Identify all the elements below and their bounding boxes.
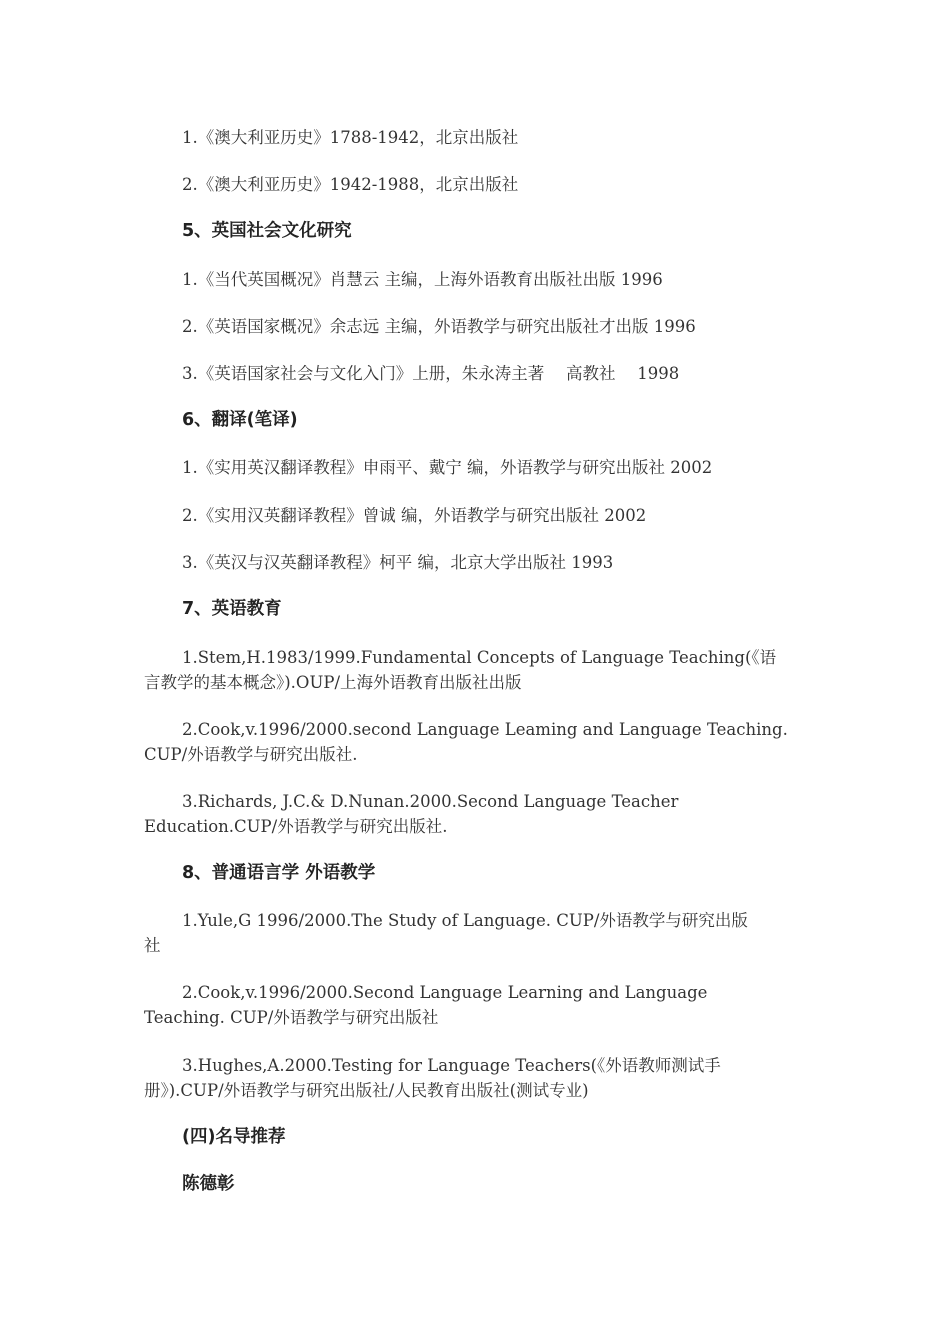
reference-linguistics-3-line-1: 3.Hughes,A.2000.Testing for Language Teachers(《外语教师测试手 xyxy=(182,1056,721,1075)
reference-linguistics-1-line-2: 社 xyxy=(144,936,161,955)
section-heading-english-education: 7、英语教育 xyxy=(182,599,282,619)
reference-british-1: 1.《当代英国概况》肖慧云 主编，上海外语教育出版社出版 1996 xyxy=(182,270,663,289)
reference-linguistics-3-line-2: 册》).CUP/外语教学与研究出版社/人民教育出版社(测试专业) xyxy=(144,1081,589,1100)
reference-translation-3: 3.《英汉与汉英翻译教程》柯平 编，北京大学出版社 1993 xyxy=(182,553,614,572)
section-heading-linguistics: 8、普通语言学 外语教学 xyxy=(182,863,376,883)
reference-education-2-line-1: 2.Cook,v.1996/2000.second Language Leaming and Language Teaching. xyxy=(182,720,788,739)
reference-translation-1: 1.《实用英汉翻译教程》申雨平、戴宁 编，外语教学与研究出版社 2002 xyxy=(182,458,713,477)
reference-education-2-line-2: CUP/外语教学与研究出版社. xyxy=(144,745,358,764)
reference-british-2: 2.《英语国家概况》余志远 主编，外语教学与研究出版社才出版 1996 xyxy=(182,317,696,336)
reference-education-3-line-1: 3.Richards, J.C.& D.Nunan.2000.Second Language Teacher xyxy=(182,792,679,811)
section-heading-translation: 6、翻译(笔译) xyxy=(182,410,298,430)
reference-linguistics-2-line-1: 2.Cook,v.1996/2000.Second Language Learning and Language xyxy=(182,983,708,1002)
section-heading-recommended-mentors: (四)名导推荐 xyxy=(182,1127,286,1147)
reference-australia-history-2: 2.《澳大利亚历史》1942-1988，北京出版社 xyxy=(182,175,519,194)
reference-australia-history-1: 1.《澳大利亚历史》1788-1942，北京出版社 xyxy=(182,128,519,147)
reference-education-1-line-1: 1.Stem,H.1983/1999.Fundamental Concepts of Language Teaching(《语 xyxy=(182,648,777,667)
section-heading-british-culture: 5、英国社会文化研究 xyxy=(182,221,352,241)
reference-linguistics-1-line-1: 1.Yule,G 1996/2000.The Study of Language. CUP/外语教学与研究出版 xyxy=(182,911,748,930)
reference-translation-2: 2.《实用汉英翻译教程》曾诚 编，外语教学与研究出版社 2002 xyxy=(182,506,647,525)
reference-education-3-line-2: Education.CUP/外语教学与研究出版社. xyxy=(144,817,448,836)
mentor-name: 陈德彰 xyxy=(182,1174,235,1194)
reference-education-1-line-2: 言教学的基本概念》).OUP/上海外语教育出版社出版 xyxy=(144,673,522,692)
reference-linguistics-2-line-2: Teaching. CUP/外语教学与研究出版社 xyxy=(144,1008,439,1027)
reference-british-3: 3.《英语国家社会与文化入门》上册，朱永涛主著 高教社 1998 xyxy=(182,364,680,383)
